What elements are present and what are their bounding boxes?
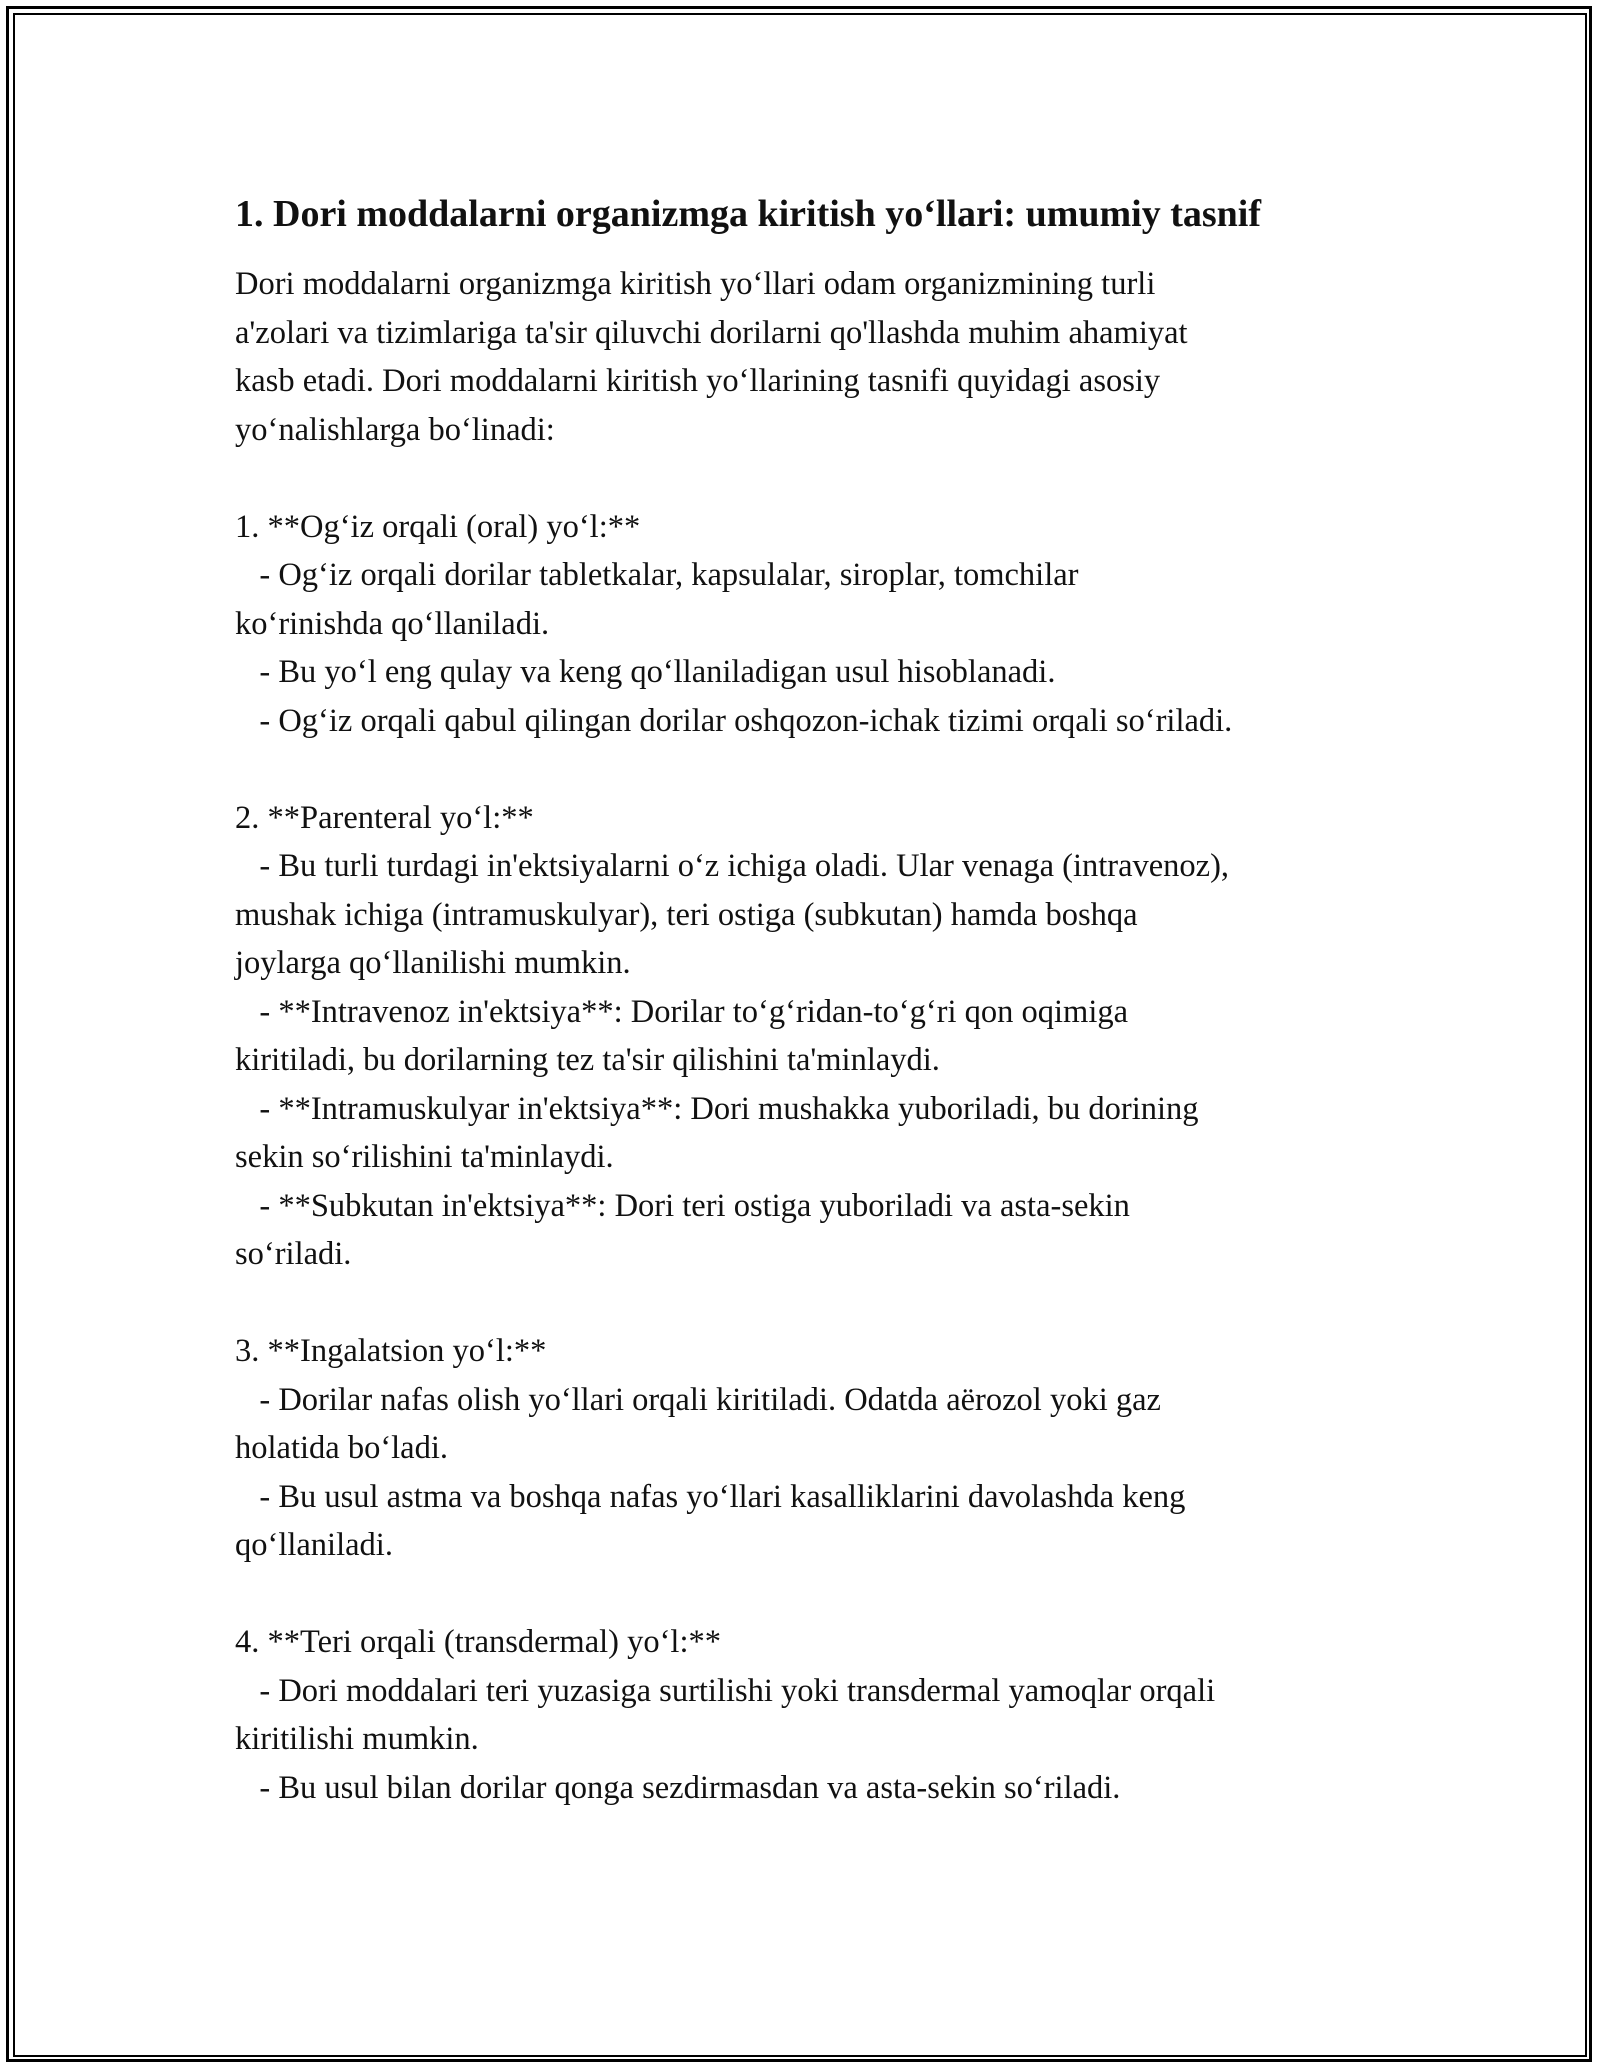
- section-line: - Bu usul bilan dorilar qonga sezdirmasdan va asta-sekin so‘riladi.: [235, 1769, 1121, 1806]
- section-oral: [235, 503, 1385, 746]
- section-line: joylarga qo‘llanilishi mumkin.: [235, 945, 631, 981]
- section-line: - **Subkutan in'ektsiya**: Dori teri ostiga yuboriladi va asta-sekin: [235, 1187, 1130, 1224]
- intro-line: a'zolari va tizimlariga ta'sir qiluvchi dorilarni qo'llashda muhim ahamiyat: [235, 314, 1188, 351]
- section-line: - Bu yo‘l eng qulay va keng qo‘llaniladigan usul hisoblanadi.: [235, 654, 1056, 690]
- section-line: qo‘llaniladi.: [235, 1527, 393, 1563]
- spacer: [235, 454, 1385, 503]
- spacer: [235, 1570, 1385, 1619]
- document-title: 1. Dori moddalarni organizmga kiritish yo‘llari: umumiy tasnif: [235, 193, 1261, 235]
- section-line: kiritiladi, bu dorilarning tez ta'sir qilishini ta'minlaydi.: [235, 1042, 940, 1078]
- section-line: sekin so‘rilishini ta'minlaydi.: [235, 1139, 614, 1175]
- section-line: - Dorilar nafas olish yo‘llari orqali kiritiladi. Odatda aërozol yoki gaz: [235, 1381, 1161, 1418]
- section-transdermal: [235, 1618, 1385, 1812]
- spacer: [235, 1279, 1385, 1328]
- section-line: mushak ichiga (intramuskulyar), teri ostiga (subkutan) hamda boshqa: [235, 896, 1138, 933]
- section-line: - **Intravenoz in'ektsiya**: Dorilar to‘g‘ridan-to‘g‘ri qon oqimiga: [235, 993, 1129, 1030]
- section-line: kiritilishi mumkin.: [235, 1721, 479, 1757]
- section-line: - Dori moddalari teri yuzasiga surtilishi yoki transdermal yamoqlar orqali: [235, 1672, 1216, 1709]
- intro-line: kasb etadi. Dori moddalarni kiritish yo‘llarining tasnifi quyidagi asosiy: [235, 363, 1161, 399]
- section-line: - Og‘iz orqali dorilar tabletkalar, kapsulalar, siroplar, tomchilar: [235, 557, 1079, 593]
- section-line: so‘riladi.: [235, 1236, 352, 1272]
- document-body: [235, 186, 1385, 1812]
- section-line: - Bu usul astma va boshqa nafas yo‘llari kasalliklarini davolashda keng: [235, 1478, 1186, 1515]
- intro-line: Dori moddalarni organizmga kiritish yo‘llari odam organizmining turli: [235, 266, 1156, 302]
- intro-line: yo‘nalishlarga bo‘linadi:: [235, 411, 555, 448]
- section-line: holatida bo‘ladi.: [235, 1430, 448, 1466]
- section-inhalation: [235, 1327, 1385, 1570]
- section-heading: 3. **Ingalatsion yo‘l:**: [235, 1333, 547, 1369]
- section-line: - Bu turli turdagi in'ektsiyalarni o‘z ichiga oladi. Ular venaga (intravenoz),: [235, 848, 1230, 884]
- section-line: - Og‘iz orqali qabul qilingan dorilar oshqozon-ichak tizimi orqali so‘riladi.: [235, 702, 1233, 739]
- intro-paragraph: [235, 260, 1385, 454]
- section-heading: 4. **Teri orqali (transdermal) yo‘l:**: [235, 1624, 721, 1660]
- section-line: ko‘rinishda qo‘llaniladi.: [235, 605, 550, 642]
- section-parenteral: [235, 794, 1385, 1279]
- spacer: [235, 745, 1385, 794]
- section-heading: 2. **Parenteral yo‘l:**: [235, 799, 534, 836]
- section-line: - **Intramuskulyar in'ektsiya**: Dori mushakka yuboriladi, bu dorining: [235, 1090, 1199, 1127]
- section-heading: 1. **Og‘iz orqali (oral) yo‘l:**: [235, 508, 641, 545]
